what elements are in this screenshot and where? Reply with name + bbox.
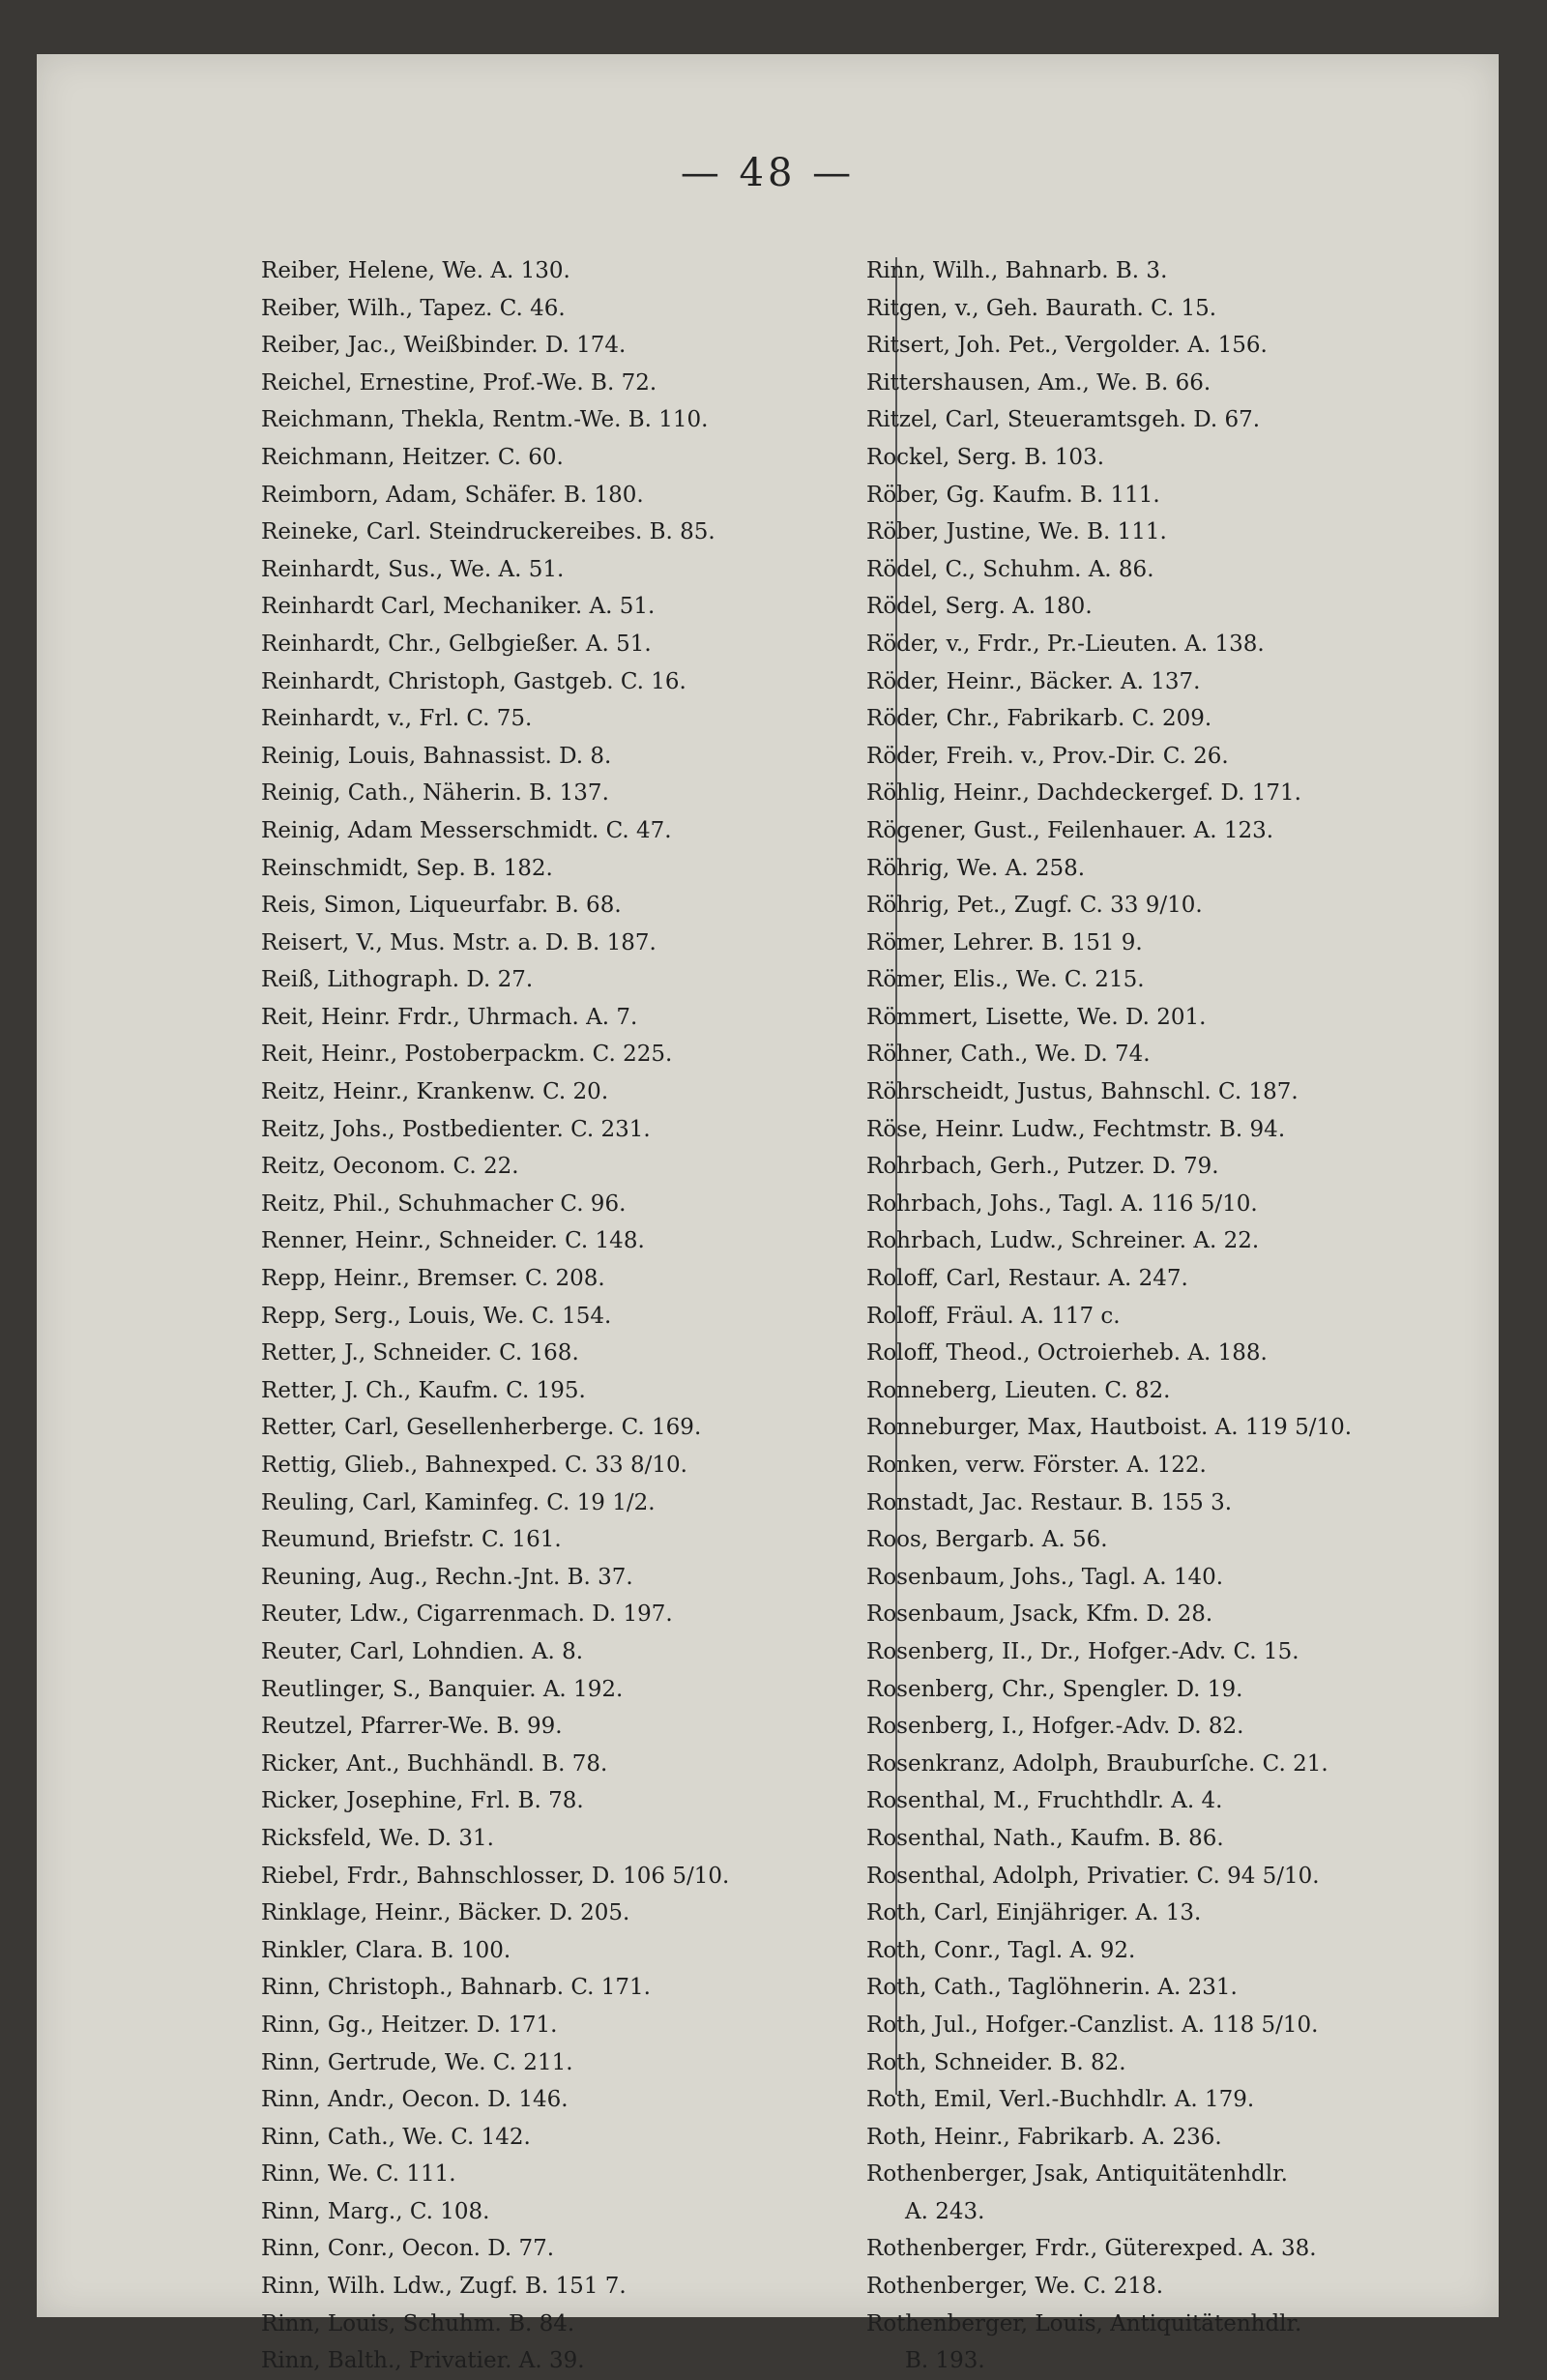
directory-entry: Röhrig, Pet., Zugf. C. 33 9/10. — [866, 893, 1203, 919]
directory-entry: Rosenbaum, Jsack, Kfm. D. 28. — [866, 1601, 1213, 1628]
directory-entry: Röber, Gg. Kaufm. B. 111. — [866, 482, 1160, 508]
directory-entry: Rosenkranz, Adolph, Brauburſche. C. 21. — [866, 1750, 1328, 1777]
directory-entry: Reinig, Adam Messerschmidt. C. 47. — [261, 817, 672, 843]
directory-entry: Ricker, Ant., Buchhändl. B. 78. — [261, 1750, 608, 1777]
directory-entry: Reinig, Cath., Näherin. B. 137. — [261, 780, 609, 807]
directory-entry: Retter, J., Schneider. C. 168. — [261, 1340, 579, 1366]
directory-entry: Rohrbach, Johs., Tagl. A. 116 5/10. — [866, 1190, 1258, 1217]
directory-entry: Rinn, We. C. 111. — [261, 2161, 456, 2188]
directory-page — [37, 54, 1499, 2374]
directory-entry: Reinhardt, v., Frl. C. 75. — [261, 706, 533, 732]
directory-entry: Rinn, Conr., Oecon. D. 77. — [261, 2236, 555, 2262]
directory-entry: Rettig, Glieb., Bahnexped. C. 33 8/10. — [261, 1453, 687, 1478]
directory-entry: Reineke, Carl. Steindruckereibes. B. 85. — [261, 519, 715, 545]
directory-entry: Rothenberger, We. C. 218. — [866, 2274, 1164, 2300]
directory-entry: Ronstadt, Jac. Restaur. B. 155 3. — [866, 1489, 1233, 1515]
directory-entry: Reichmann, Heitzer. C. 60. — [261, 444, 564, 470]
directory-entry: Ricksfeld, We. D. 31. — [261, 1825, 494, 1851]
directory-entry: Römer, Lehrer. B. 151 9. — [866, 929, 1143, 955]
directory-entry: Römer, Elis., We. C. 215. — [866, 967, 1145, 993]
directory-entry: Rinn, Christoph., Bahnarb. C. 171. — [261, 1975, 651, 2001]
directory-entry: Reiber, Helene, We. A. 130. — [261, 258, 570, 283]
directory-entry: Rohrbach, Gerh., Putzer. D. 79. — [866, 1154, 1219, 1180]
directory-entry: Rinn, Marg., C. 108. — [261, 2198, 490, 2224]
directory-entry: Reitz, Oeconom. C. 22. — [261, 1154, 519, 1180]
directory-entry: Reisert, V., Mus. Mstr. a. D. B. 187. — [261, 929, 657, 955]
directory-entry: Roos, Bergarb. A. 56. — [866, 1527, 1108, 1553]
directory-entry: Reiber, Jac., Weißbinder. D. 174. — [261, 333, 627, 359]
directory-entry: Roth, Cath., Taglöhnerin. A. 231. — [866, 1975, 1238, 2001]
directory-entry: Röhrscheidt, Justus, Bahnschl. C. 187. — [866, 1079, 1299, 1105]
directory-entry: Rosenbaum, Johs., Tagl. A. 140. — [866, 1564, 1224, 1590]
directory-entry: Rothenberger, Jsak, Antiquitätenhdlr. — [866, 2161, 1288, 2188]
directory-entry: Reumund, Briefstr. C. 161. — [261, 1527, 562, 1553]
directory-entry: Roth, Heinr., Fabrikarb. A. 236. — [866, 2124, 1222, 2150]
directory-entry: Roloff, Carl, Restaur. A. 247. — [866, 1266, 1188, 1292]
directory-entry: Rinn, Cath., We. C. 142. — [261, 2124, 531, 2150]
left-column — [261, 252, 880, 2380]
directory-entry: Röder, v., Frdr., Pr.-Lieuten. A. 138. — [866, 631, 1265, 657]
directory-entry: Reit, Heinr. Frdr., Uhrmach. A. 7. — [261, 1004, 638, 1030]
directory-entry: Rothenberger, Louis, Antiquitätenhdlr. — [866, 2310, 1302, 2336]
directory-entry: Reitz, Johs., Postbedienter. C. 231. — [261, 1116, 651, 1142]
directory-entry: Reichmann, Thekla, Rentm.-We. B. 110. — [261, 407, 709, 433]
directory-entry: Ronneburger, Max, Hautboist. A. 119 5/10. — [866, 1415, 1353, 1441]
directory-entry: Reit, Heinr., Postoberpackm. C. 225. — [261, 1042, 673, 1068]
directory-entry: Reichel, Ernestine, Prof.-We. B. 72. — [261, 369, 657, 396]
directory-entry: Reinhardt, Christoph, Gastgeb. C. 16. — [261, 668, 686, 694]
directory-entry: Reuning, Aug., Rechn.-Jnt. B. 37. — [261, 1564, 633, 1590]
directory-entry: Rinn, Gertrude, We. C. 211. — [261, 2049, 573, 2075]
page-number: — 48 — — [680, 151, 856, 195]
directory-entry: Retter, Carl, Gesellenherberge. C. 169. — [261, 1415, 702, 1441]
directory-entry: Reutzel, Pfarrer-We. B. 99. — [261, 1714, 563, 1740]
directory-entry: Rinn, Andr., Oecon. D. 146. — [261, 2087, 569, 2113]
directory-entry: Rinn, Wilh., Bahnarb. B. 3. — [866, 258, 1168, 283]
directory-entry: Reinhardt, Sus., We. A. 51. — [261, 556, 565, 582]
directory-entry: Repp, Heinr., Bremser. C. 208. — [261, 1266, 605, 1292]
directory-entry: Reuter, Ldw., Cigarrenmach. D. 197. — [261, 1601, 673, 1628]
directory-entry: Rosenthal, Nath., Kaufm. B. 86. — [866, 1825, 1224, 1851]
directory-entry: Ritsert, Joh. Pet., Vergolder. A. 156. — [866, 333, 1268, 359]
directory-entry: Ronken, verw. Förster. A. 122. — [866, 1453, 1207, 1478]
directory-entry: Rosenberg, I., Hofger.-Adv. D. 82. — [866, 1714, 1244, 1740]
directory-entry: Rinn, Louis, Schuhm. B. 84. — [261, 2310, 575, 2336]
directory-entry: Reiber, Wilh., Tapez. C. 46. — [261, 295, 566, 321]
directory-entry: Rögener, Gust., Feilenhauer. A. 123. — [866, 817, 1274, 843]
directory-entry: Reis, Simon, Liqueurfabr. B. 68. — [261, 893, 622, 919]
directory-entry: Roth, Carl, Einjähriger. A. 13. — [866, 1900, 1202, 1926]
directory-entry: Rödel, Serg. A. 180. — [866, 594, 1093, 620]
directory-entry: A. 243. — [905, 2198, 985, 2224]
directory-entry: Ronneberg, Lieuten. C. 82. — [866, 1377, 1171, 1403]
directory-entry: Reuling, Carl, Kaminfeg. C. 19 1/2. — [261, 1489, 656, 1515]
directory-entry: Römmert, Lisette, We. D. 201. — [866, 1004, 1207, 1030]
directory-entry: Röhner, Cath., We. D. 74. — [866, 1042, 1151, 1068]
directory-entry: Riebel, Frdr., Bahnschlosser, D. 106 5/10. — [261, 1863, 730, 1889]
directory-entry: Roloff, Theod., Octroierheb. A. 188. — [866, 1340, 1268, 1366]
directory-entry: Reitz, Phil., Schuhmacher C. 96. — [261, 1190, 627, 1217]
directory-entry: Rinklage, Heinr., Bäcker. D. 205. — [261, 1900, 630, 1926]
directory-entry: Reitz, Heinr., Krankenw. C. 20. — [261, 1079, 609, 1105]
right-column — [866, 252, 1485, 2380]
directory-entry: Reuter, Carl, Lohndien. A. 8. — [261, 1638, 584, 1664]
directory-entry: Röder, Heinr., Bäcker. A. 137. — [866, 668, 1201, 694]
directory-entry: Rinn, Wilh. Ldw., Zugf. B. 151 7. — [261, 2274, 627, 2300]
directory-entry: Reinig, Louis, Bahnassist. D. 8. — [261, 743, 612, 769]
directory-entry: Rosenberg, II., Dr., Hofger.-Adv. C. 15. — [866, 1638, 1299, 1664]
directory-entry: Reimborn, Adam, Schäfer. B. 180. — [261, 482, 644, 508]
directory-entry: Röber, Justine, We. B. 111. — [866, 519, 1167, 545]
directory-entry: Renner, Heinr., Schneider. C. 148. — [261, 1228, 645, 1254]
directory-entry: Reiß, Lithograph. D. 27. — [261, 967, 534, 993]
directory-entry: Röhlig, Heinr., Dachdeckergef. D. 171. — [866, 780, 1301, 807]
directory-entry: Reinschmidt, Sep. B. 182. — [261, 855, 553, 881]
directory-entry: Rockel, Serg. B. 103. — [866, 444, 1105, 470]
directory-entry: Ritzel, Carl, Steueramtsgeh. D. 67. — [866, 407, 1261, 433]
directory-entry: Reutlinger, S., Banquier. A. 192. — [261, 1676, 624, 1702]
directory-entry: Rohrbach, Ludw., Schreiner. A. 22. — [866, 1228, 1260, 1254]
directory-entry: Ricker, Josephine, Frl. B. 78. — [261, 1788, 584, 1814]
directory-entry: Rothenberger, Frdr., Güterexped. A. 38. — [866, 2236, 1317, 2262]
directory-entry: Rinn, Balth., Privatier. A. 39. — [261, 2348, 585, 2374]
directory-entry: Ritgen, v., Geh. Baurath. C. 15. — [866, 295, 1217, 321]
directory-entry: Retter, J. Ch., Kaufm. C. 195. — [261, 1377, 586, 1403]
directory-entry: Rosenthal, M., Fruchthdlr. A. 4. — [866, 1788, 1223, 1814]
directory-entry: Röse, Heinr. Ludw., Fechtmstr. B. 94. — [866, 1116, 1286, 1142]
directory-entry: Roth, Jul., Hofger.-Canzlist. A. 118 5/10. — [866, 2012, 1319, 2038]
directory-entry: Rosenthal, Adolph, Privatier. C. 94 5/10. — [866, 1863, 1320, 1889]
directory-entry: Röder, Chr., Fabrikarb. C. 209. — [866, 706, 1212, 732]
directory-entry: Reinhardt Carl, Mechaniker. A. 51. — [261, 594, 656, 620]
directory-entry: Reinhardt, Chr., Gelbgießer. A. 51. — [261, 631, 652, 657]
directory-entry: Rödel, C., Schuhm. A. 86. — [866, 556, 1154, 582]
directory-entry: Rosenberg, Chr., Spengler. D. 19. — [866, 1676, 1243, 1702]
directory-entry: Roth, Emil, Verl.-Buchhdlr. A. 179. — [866, 2087, 1255, 2113]
directory-entry: Roth, Conr., Tagl. A. 92. — [866, 1937, 1136, 1963]
directory-entry: Röhrig, We. A. 258. — [866, 855, 1086, 881]
directory-entry: Rinn, Gg., Heitzer. D. 171. — [261, 2012, 558, 2038]
directory-entry: Repp, Serg., Louis, We. C. 154. — [261, 1303, 612, 1329]
directory-entry: Röder, Freih. v., Prov.-Dir. C. 26. — [866, 743, 1229, 769]
directory-entry: Roloff, Fräul. A. 117 c. — [866, 1303, 1121, 1329]
directory-entry: Rittershausen, Am., We. B. 66. — [866, 369, 1211, 396]
directory-entry: Rinkler, Clara. B. 100. — [261, 1937, 511, 1963]
directory-entry: B. 193. — [905, 2348, 985, 2374]
directory-entry: Roth, Schneider. B. 82. — [866, 2049, 1126, 2075]
